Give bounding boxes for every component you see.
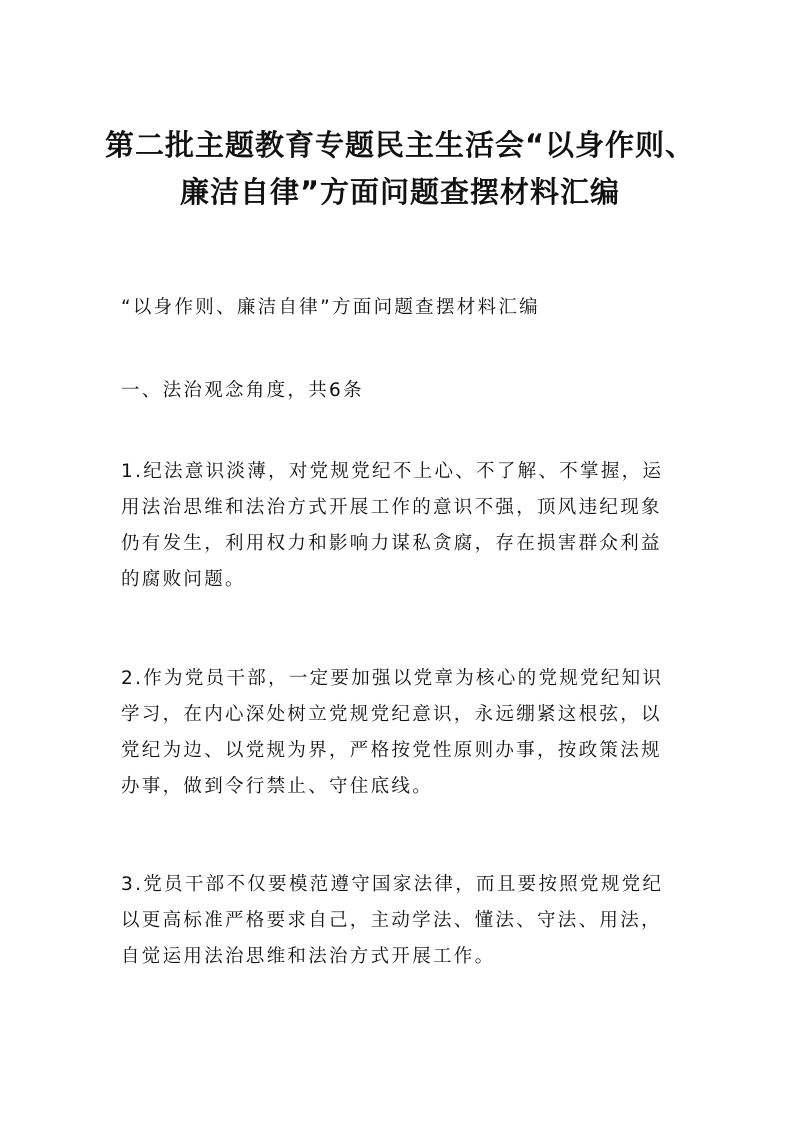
paragraph-item-3 — [121, 867, 681, 975]
title-line-2: 廉洁自律”方面问题查摆材料汇编 — [179, 175, 621, 209]
paragraph-line: 的腐败问题。 — [121, 569, 246, 590]
paragraph-line: 党纪为边、以党规为界，严格按党性原则办事，按政策法规 — [121, 740, 662, 761]
paragraph-line: 仍有发生，利用权力和影响力谋私贪腐，存在损害群众利益 — [121, 533, 662, 554]
paragraph-line: 以更高标准严格要求自己，主动学法、懂法、守法、用法， — [121, 910, 662, 931]
section-heading: 一、法治观念角度，共6条 — [121, 380, 364, 401]
paragraph-line: 用法治思维和法治方式开展工作的意识不强，顶风违纪现象 — [121, 497, 662, 518]
paragraph-line: 自觉运用法治思维和法治方式开展工作。 — [121, 946, 496, 967]
paragraph-line: 学习，在内心深处树立党规党纪意识，永远绷紧这根弦，以 — [121, 704, 662, 725]
document-title — [100, 122, 700, 216]
paragraph-line: 3.党员干部不仅要模范遵守国家法律，而且要按照党规党纪 — [121, 874, 664, 895]
paragraph-line: 2.作为党员干部，一定要加强以党章为核心的党规党纪知识 — [121, 668, 664, 689]
paragraph-line: 1.纪法意识淡薄，对党规党纪不上心、不了解、不掌握，运 — [121, 461, 664, 482]
paragraph-item-1 — [121, 454, 681, 598]
paragraph-item-2 — [121, 661, 681, 805]
paragraph-line: 办事，做到令行禁止、守住底线。 — [121, 776, 434, 797]
document-subtitle: “以身作则、廉洁自律”方面问题查摆材料汇编 — [121, 297, 540, 318]
title-line-1: 第二批主题教育专题民主生活会“以身作则、 — [104, 128, 696, 162]
